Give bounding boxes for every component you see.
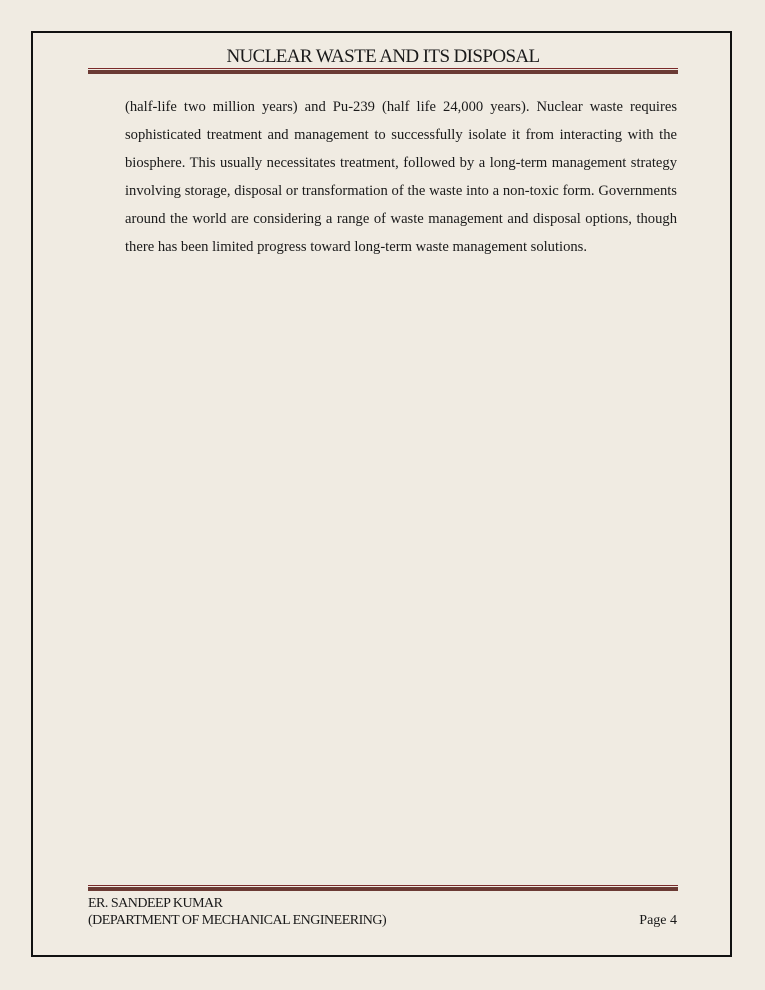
footer-rule <box>88 885 678 891</box>
body-paragraph: (half-life two million years) and Pu-239 (half life 24,000 years). Nuclear waste requires sophisticated treatment and management to successfully isolate it from interacting with the biosphere. This usually necessitates treatment, followed by a long-term management strategy involving storage, disposal or transformation of the waste into a non-toxic form. Governments around the world are considering a range of waste management and disposal options, though there has been limited progress toward long-term waste management solutions. <box>125 99 677 255</box>
footer-department: (DEPARTMENT OF MECHANICAL ENGINEERING) <box>88 913 387 928</box>
page-number: Page 4 <box>639 913 677 928</box>
footer-author: ER. SANDEEP KUMAR <box>88 896 223 911</box>
header-title: NUCLEAR WASTE AND ITS DISPOSAL <box>226 46 540 67</box>
header-rule <box>88 68 678 74</box>
